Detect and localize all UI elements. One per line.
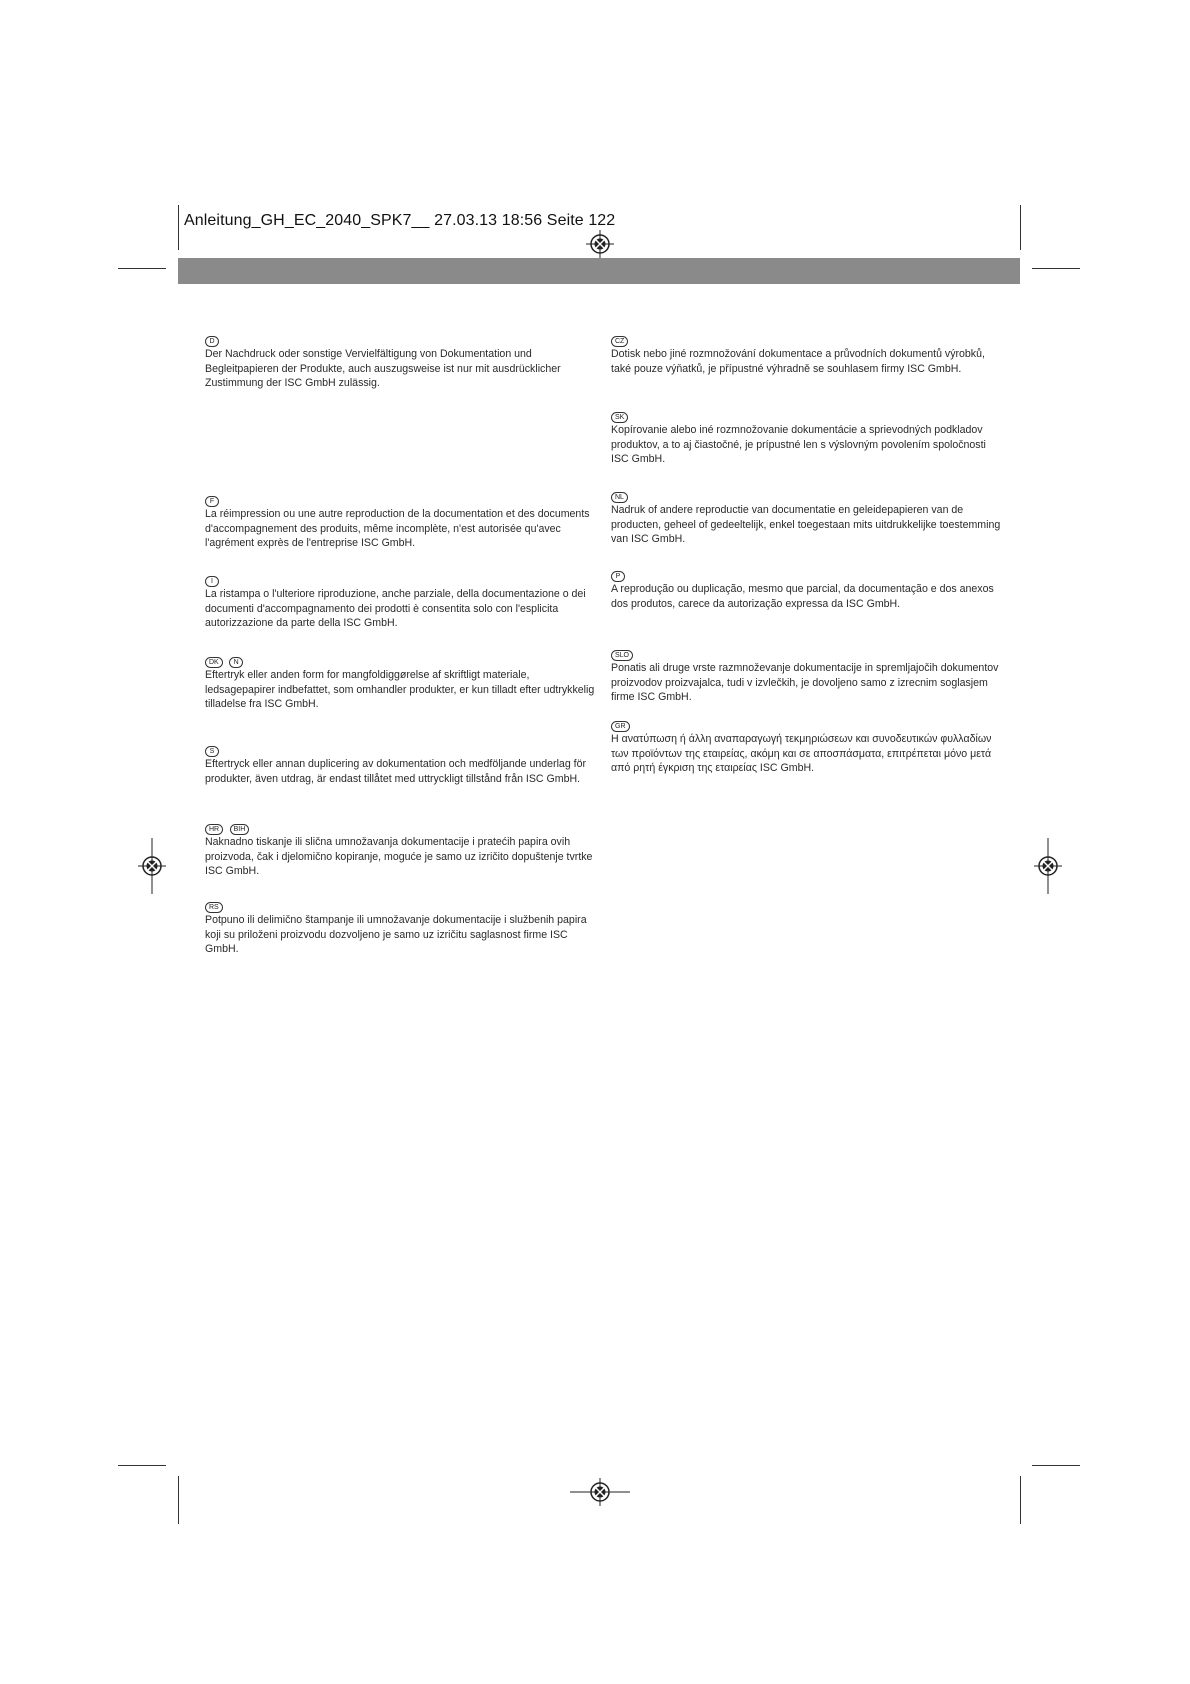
notice-block-sk	[611, 406, 1001, 467]
language-badges	[205, 570, 595, 583]
notice-text: Eftertryck eller annan duplicering av dokumentation och medföljande underlag för produkter, även utdrag, är endast tillåtet med uttryckligt tillstånd från ISC GmbH.	[205, 758, 587, 785]
notice-block-slo	[611, 644, 1001, 705]
notice-text: Ponatis ali druge vrste razmnoževanje dokumentacije in spremljajočih dokumentov proizvodov proizvajalca, tudi v izvlečkih, je dovoljeno samo z izrecnim soglasjem firme ISC GmbH.	[611, 662, 999, 704]
notice-block-it	[205, 570, 595, 631]
language-badges	[611, 406, 1001, 419]
language-badge: S	[205, 746, 219, 757]
language-badge: GR	[611, 721, 630, 732]
language-badge: CZ	[611, 336, 628, 347]
crop-mark-top-right-horizontal	[1032, 268, 1080, 269]
language-badge: P	[611, 571, 625, 582]
notice-block-gr	[611, 715, 1001, 776]
language-badges	[205, 818, 595, 831]
crop-mark-top-right-vertical	[1020, 205, 1021, 250]
language-badges	[611, 715, 1001, 728]
language-badge: RS	[205, 902, 223, 913]
registration-mark-top-icon	[586, 230, 614, 258]
notice-text: Η ανατύπωση ή άλλη αναπαραγωγή τεκμηριώσεων και συνοδευτικών φυλλαδίων των προϊόντων της εταιρείας, ακόμη και σε αποσπάσματα, επιτρέπεται μόνο μετά από ρητή έγκριση της εταιρείας ISC GmbH.	[611, 733, 992, 775]
language-badges	[611, 644, 1001, 657]
notice-block-dk-n	[205, 651, 595, 712]
language-badge: I	[205, 576, 219, 587]
notice-text: Kopírovanie alebo iné rozmnožovanie dokumentácie a sprievodných podkladov produktov, a to aj čiastočné, je prípustné len s výslovným povolením spoločnosti ISC GmbH.	[611, 424, 986, 466]
language-badge: F	[205, 496, 219, 507]
notice-text: La réimpression ou une autre reproduction de la documentation et des documents d'accompagnement des produits, même incomplète, n'est autorisée qu'avec l'agrément exprès de l'entreprise ISC GmbH.	[205, 508, 590, 550]
language-badge: SK	[611, 412, 628, 423]
notice-text: Naknadno tiskanje ili slična umnožavanja dokumentacije i pratećih papira ovih proizvoda, čak i djelomično kopiranje, moguće je samo uz izričito dopuštenje tvrtke ISC GmbH.	[205, 836, 593, 878]
language-badges	[205, 740, 595, 753]
language-badges	[205, 651, 595, 664]
crop-mark-bottom-left-horizontal	[118, 1465, 166, 1466]
registration-mark-left-icon	[138, 852, 166, 880]
notice-block-p	[611, 565, 1001, 611]
notice-block-cz	[611, 330, 1001, 376]
crop-mark-top-left-vertical	[178, 205, 179, 250]
language-badge: BIH	[230, 824, 250, 835]
crop-mark-bottom-right-vertical	[1020, 1476, 1021, 1524]
language-badge: D	[205, 336, 219, 347]
notice-text: La ristampa o l'ulteriore riproduzione, anche parziale, della documentazione o dei documenti d'accompagnamento dei prodotti è consentita solo con l'esplicita autorizzazione da parte della ISC GmbH.	[205, 588, 586, 630]
language-badges	[611, 330, 1001, 343]
crop-mark-bottom-left-vertical	[178, 1476, 179, 1524]
language-badges	[205, 896, 595, 909]
language-badge: NL	[611, 492, 628, 503]
print-slug: Anleitung_GH_EC_2040_SPK7__ 27.03.13 18:56 Seite 122	[184, 212, 616, 229]
notice-text: Eftertryk eller anden form for mangfoldiggørelse af skriftligt materiale, ledsagepapirer indbefattet, som omhandler produkter, er kun tilladt efter udtrykkelig tilladelse fra ISC GmbH.	[205, 669, 595, 711]
language-badges	[205, 330, 595, 343]
notice-text: Nadruk of andere reproductie van documentatie en geleidepapieren van de producten, geheel of gedeeltelijk, enkel toegestaan mits uitdrukkelijke toestemming van ISC GmbH.	[611, 504, 1001, 546]
language-badges	[205, 490, 595, 503]
registration-mark-right-icon	[1034, 852, 1062, 880]
crop-mark-top-left-horizontal	[118, 268, 166, 269]
language-badge: N	[229, 657, 243, 668]
notice-block-nl	[611, 486, 1001, 547]
notice-block-hr-bih	[205, 818, 595, 879]
notice-block-fr	[205, 490, 595, 551]
notice-text: Dotisk nebo jiné rozmnožování dokumentace a průvodních dokumentů výrobků, také pouze výňatků, je přípustné výhradně se souhlasem firmy ISC GmbH.	[611, 348, 985, 375]
language-badges	[611, 486, 1001, 499]
notice-text: A reprodução ou duplicação, mesmo que parcial, da documentação e dos anexos dos produtos, carece da autorização expressa da ISC GmbH.	[611, 583, 994, 610]
notice-block-s	[205, 740, 595, 786]
notice-text: Potpuno ili delimično štampanje ili umnožavanje dokumentacije i službenih papira koji su priloženi proizvodu dozvoljeno je samo uz izričitu saglasnost firme ISC GmbH.	[205, 914, 587, 956]
crop-mark-bottom-right-horizontal	[1032, 1465, 1080, 1466]
notice-block-de	[205, 330, 595, 391]
registration-mark-bottom-icon	[586, 1478, 614, 1506]
header-bar	[178, 258, 1020, 284]
language-badge: SLO	[611, 650, 633, 661]
notice-text: Der Nachdruck oder sonstige Vervielfältigung von Dokumentation und Begleitpapieren der Produkte, auch auszugsweise ist nur mit ausdrücklicher Zustimmung der ISC GmbH zulässig.	[205, 348, 561, 390]
language-badge: DK	[205, 657, 223, 668]
language-badge: HR	[205, 824, 223, 835]
language-badges	[611, 565, 1001, 578]
notice-block-rs	[205, 896, 595, 957]
